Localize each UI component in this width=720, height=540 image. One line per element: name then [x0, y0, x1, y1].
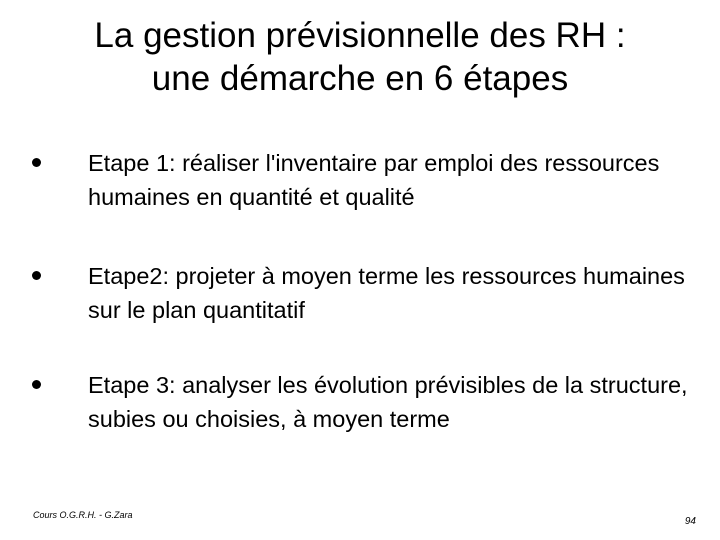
bullet-dot-icon	[32, 271, 41, 280]
bullet-text: Etape2: projeter à moyen terme les ressources humaines sur le plan quantitatif	[88, 263, 685, 323]
slide-title-line-1: La gestion prévisionnelle des RH :	[94, 16, 626, 55]
bullet-text: Etape 1: réaliser l'inventaire par emploi des ressources humaines en quantité et qualité	[88, 150, 660, 210]
bullet-dot-icon	[32, 380, 41, 389]
bullet-dot-icon	[32, 158, 41, 167]
slide-title	[20, 14, 700, 100]
slide-title-line-2: une démarche en 6 étapes	[151, 59, 569, 98]
bullet-item	[88, 259, 688, 327]
bullet-item	[88, 146, 688, 214]
page-number: 94	[684, 516, 696, 527]
bullet-text: Etape 3: analyser les évolution prévisibles de la structure, subies ou choisies, à moyen terme	[88, 372, 688, 432]
footer-credit: Cours O.G.R.H. - G.Zara	[33, 510, 133, 520]
bullet-item	[88, 368, 688, 436]
